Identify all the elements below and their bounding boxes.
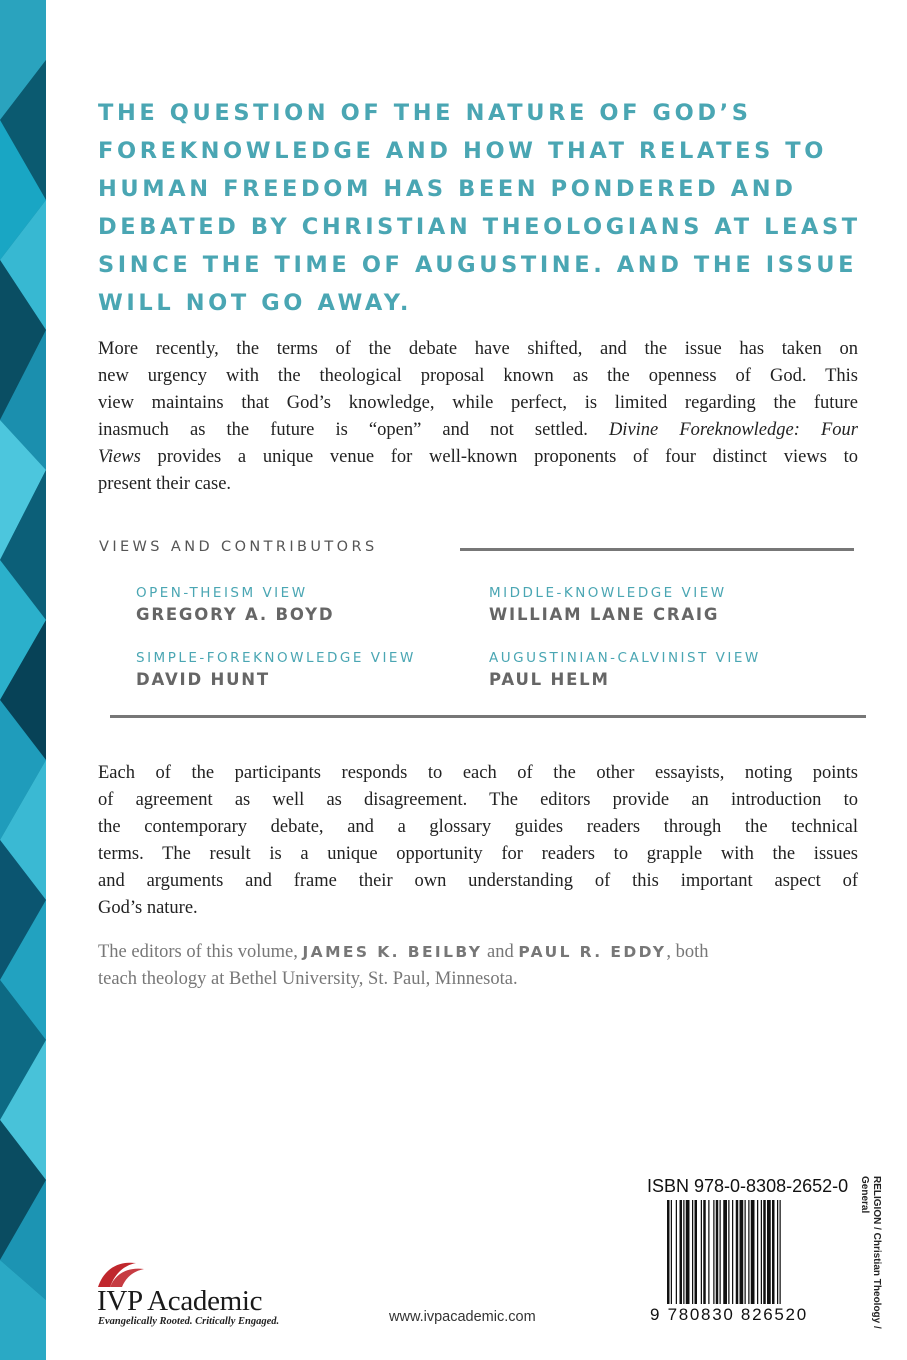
headline-line: FOREKNOWLEDGE AND HOW THAT RELATES TO [98,138,827,164]
editors-text: , both [666,942,709,962]
view-title: SIMPLE-FOREKNOWLEDGE VIEW [136,650,416,666]
paragraph-line [98,444,858,471]
headline-line: WILL NOT GO AWAY. [98,290,413,316]
paragraph-text: provides a unique venue for well-known proponents of four distinct views to [140,447,858,467]
barcode-digits: 9 780830 826520 [650,1305,808,1324]
paragraph-line: More recently, the terms of the debate have shifted, and the issue has taken on [98,339,858,359]
paragraph-line: and arguments and frame their own understanding of this important aspect of [98,871,858,891]
paragraph-line: new urgency with the theological proposal known as the openness of God. This [98,366,858,386]
category-line: RELIGION / Christian Theology / [871,1176,882,1329]
decorative-spine-pattern [0,0,46,1360]
editor-name: PAUL R. EDDY [518,943,667,961]
description-paragraph-2 [98,760,858,922]
publisher-tagline: Evangelically Rooted. Critically Engaged. [98,1316,280,1327]
paragraph-text: inasmuch as the future is “open” and not settled. [98,420,609,440]
contributor-name: DAVID HUNT [136,670,270,689]
book-title: Views [98,447,141,467]
view-title: MIDDLE-KNOWLEDGE VIEW [489,585,727,601]
headline [98,94,868,322]
contributor-name: GREGORY A. BOYD [136,605,335,624]
headline-line: HUMAN FREEDOM HAS BEEN PONDERED AND [98,176,797,202]
contributor-block [136,583,334,627]
contributor-name: PAUL HELM [489,670,610,689]
headline-line: SINCE THE TIME OF AUGUSTINE. AND THE ISSUE [98,252,858,278]
publisher-url[interactable]: www.ivpacademic.com [389,1309,536,1325]
description-paragraph-1 [98,336,858,498]
editors-text: The editors of this volume, [98,942,303,962]
paragraph-line [98,417,858,444]
editors-note [98,939,868,993]
publisher-name: IVP Academic [97,1285,263,1317]
view-title: AUGUSTINIAN-CALVINIST VIEW [489,650,761,666]
divider-rule [460,548,854,551]
editors-line: teach theology at Bethel University, St. Paul, Minnesota. [98,969,518,989]
paragraph-line: present their case. [98,474,232,494]
paragraph-line: terms. The result is a unique opportunity for readers to grapple with the issues [98,844,858,864]
contributor-name: WILLIAM LANE CRAIG [489,605,720,624]
editors-text: and [482,942,519,962]
headline-line: DEBATED BY CHRISTIAN THEOLOGIANS AT LEAST [98,214,861,240]
isbn-text: ISBN 978-0-8308-2652-0 [647,1176,849,1196]
paragraph-line: God’s nature. [98,898,198,918]
contributor-block [136,648,416,692]
paragraph-line: Each of the participants responds to each of the other essayists, noting points [98,763,858,783]
contributor-block [489,583,727,627]
headline-line: THE QUESTION OF THE NATURE OF GOD’S [98,100,752,126]
editors-line [98,939,868,966]
paragraph-line: of agreement as well as disagreement. The editors provide an introduction to [98,790,858,810]
paragraph-line: the contemporary debate, and a glossary guides readers through the technical [98,817,858,837]
divider-rule [110,715,866,718]
contributor-block [489,648,761,692]
paragraph-line: view maintains that God’s knowledge, while perfect, is limited regarding the future [98,393,858,413]
category-line: General [859,1176,870,1214]
editor-name: JAMES K. BEILBY [302,943,483,961]
book-title: Divine Foreknowledge: Four [608,420,858,440]
views-section-label: VIEWS AND CONTRIBUTORS [99,539,378,555]
view-title: OPEN-THEISM VIEW [136,585,308,601]
barcode [667,1200,821,1320]
category-label [858,1176,882,1329]
